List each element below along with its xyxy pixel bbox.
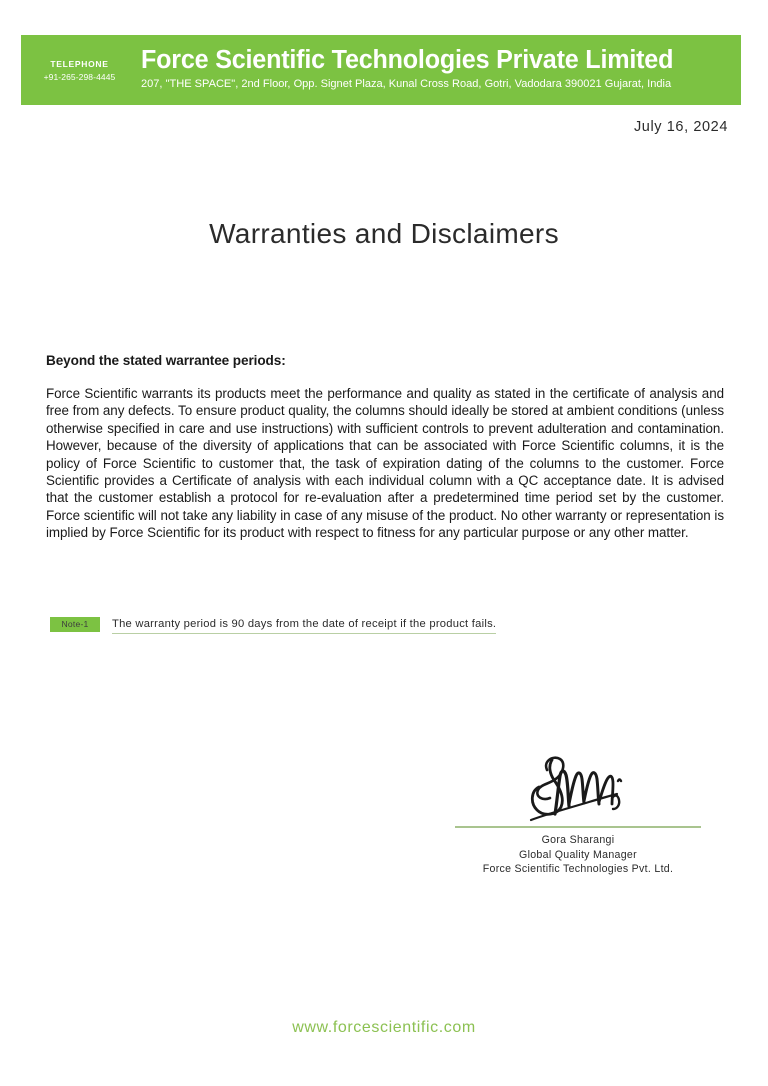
telephone-label: TELEPHONE — [50, 59, 109, 69]
signature-block — [455, 752, 701, 877]
page-title: Warranties and Disclaimers — [209, 218, 559, 249]
signatory-name: Gora Sharangi — [541, 834, 615, 846]
section-heading: Beyond the stated warrantee periods: — [46, 353, 286, 368]
handwritten-signature-icon — [455, 752, 701, 826]
note-row — [50, 617, 496, 634]
company-address: 207, "THE SPACE", 2nd Floor, Opp. Signet Plaza, Kunal Cross Road, Gotri, Vadodara 390021 Gujarat, India — [141, 78, 672, 90]
letterhead-header — [21, 35, 741, 105]
signatory-company: Force Scientific Technologies Pvt. Ltd. — [482, 863, 674, 876]
note-badge: Note-1 — [50, 617, 100, 632]
company-name: Force Scientific Technologies Private Limited — [141, 46, 674, 74]
header-company-block — [138, 46, 741, 94]
signatory-role: Global Quality Manager — [519, 848, 637, 861]
header-telephone-block — [21, 56, 138, 84]
telephone-number: +91-265-298-4445 — [43, 72, 116, 82]
footer-website[interactable]: www.forcescientific.com — [292, 1019, 476, 1036]
note-text: The warranty period is 90 days from the date of receipt if the product fails. — [112, 617, 496, 634]
document-date: July 16, 2024 — [633, 119, 728, 135]
body-paragraph: Force Scientific warrants its products meet the performance and quality as stated in the certificate of analysis and free from any defects. To ensure product quality, the columns should ideally be stored at ambient conditions (unless otherwise specified in care and use instructions) with sufficient controls to prevent adulteration and contamination. However, because of the diversity of applications that can be associated with Force Scientific columns, it is the policy of Force Scientific to customer that, the task of expiration dating of the columns to the customer. Force Scientific provides a Certificate of analysis with each individual column with a QC acceptance date. It is advised that the customer establish a protocol for re-evaluation after a predetermined time period set by the customer. Force scientific will not take any liability in case of any misuse of the product. No other warranty or representation is implied by Force Scientific for its product with respect to fitness for any particular purpose or any other matter. — [46, 386, 724, 541]
